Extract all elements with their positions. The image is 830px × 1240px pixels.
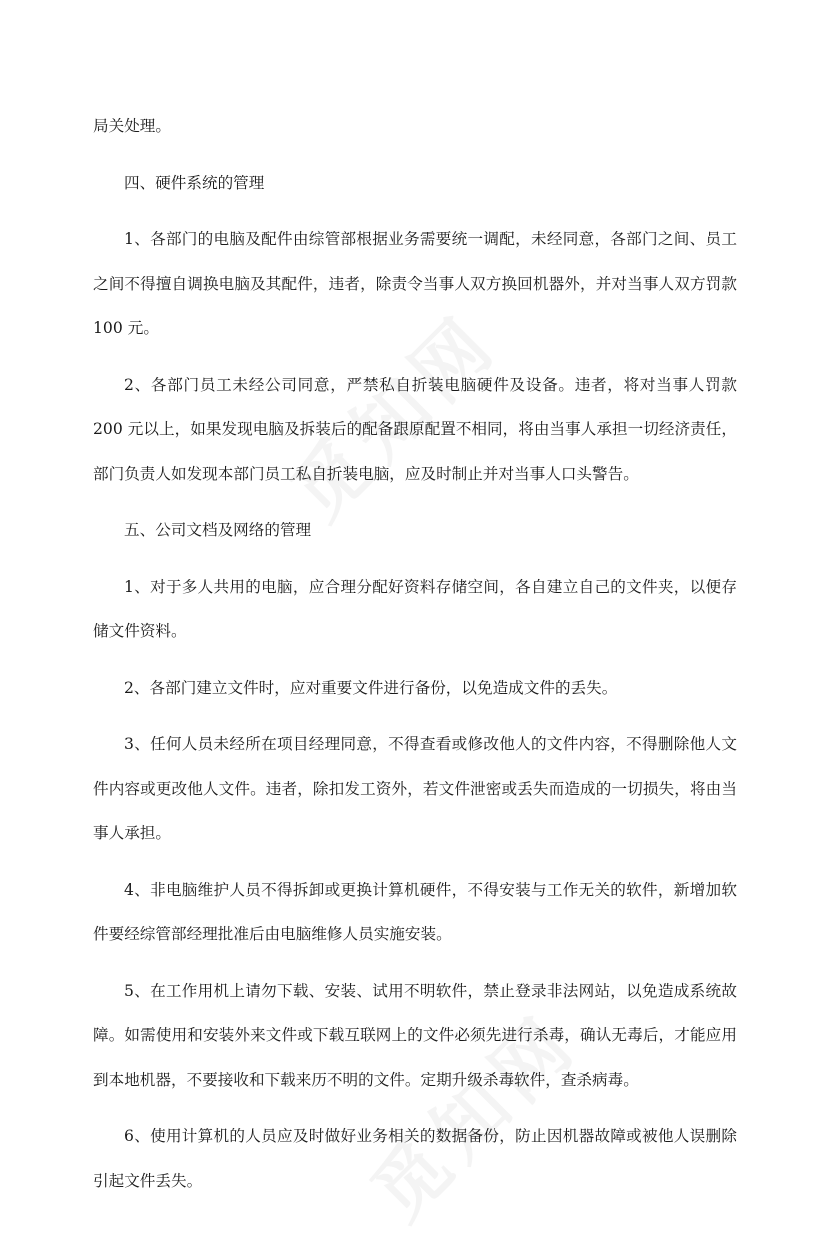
paragraph-continuation: 局关处理。 [93, 117, 171, 135]
section-heading-hardware: 四、硬件系统的管理 [124, 173, 265, 192]
paragraph-documents-6: 6、使用计算机的人员应及时做好业务相关的数据备份，防止因机器故障或被他人误删除引起文件丢失。 [93, 1127, 737, 1190]
paragraph-documents-1: 1、对于多人共用的电脑，应合理分配好资料存储空间，各自建立自己的文件夹，以便存储文件资料。 [93, 577, 737, 640]
paragraph-documents-3: 3、任何人员未经所在项目经理同意，不得查看或修改他人的文件内容，不得删除他人文件内容或更改他人文件。违者，除扣发工资外，若文件泄密或丢失而造成的一切损失，将由当事人承担。 [93, 735, 737, 842]
document-body [93, 104, 737, 1215]
paragraph-documents-5: 5、在工作用机上请勿下载、安装、试用不明软件，禁止登录非法网站，以免造成系统故障。如需使用和安装外来文件或下载互联网上的文件必须先进行杀毒，确认无毒后，才能应用到本地机器，不要接收和下载来历不明的文件。定期升级杀毒软件，查杀病毒。 [93, 981, 737, 1089]
paragraph-documents-2: 2、各部门建立文件时，应对重要文件进行备份，以免造成文件的丢失。 [124, 678, 618, 697]
paragraph-documents-4: 4、非电脑维护人员不得拆卸或更换计算机硬件，不得安装与工作无关的软件，新增加软件要经综管部经理批准后由电脑维修人员实施安装。 [93, 880, 737, 943]
paragraph-hardware-1: 1、各部门的电脑及配件由综管部根据业务需要统一调配，未经同意，各部门之间、员工之间不得擅自调换电脑及其配件，违者，除责令当事人双方换回机器外，并对当事人双方罚款 100 元。 [93, 230, 737, 337]
section-heading-documents-network: 五、公司文档及网络的管理 [124, 521, 312, 539]
paragraph-hardware-2: 2、各部门员工未经公司同意，严禁私自折装电脑硬件及设备。违者，将对当事人罚款 200 元以上，如果发现电脑及拆装后的配备跟原配置不相同，将由当事人承担一切经济责任，部门负责人如发现本部门员工私自折装电脑，应及时制止并对当事人口头警告。 [93, 375, 737, 483]
